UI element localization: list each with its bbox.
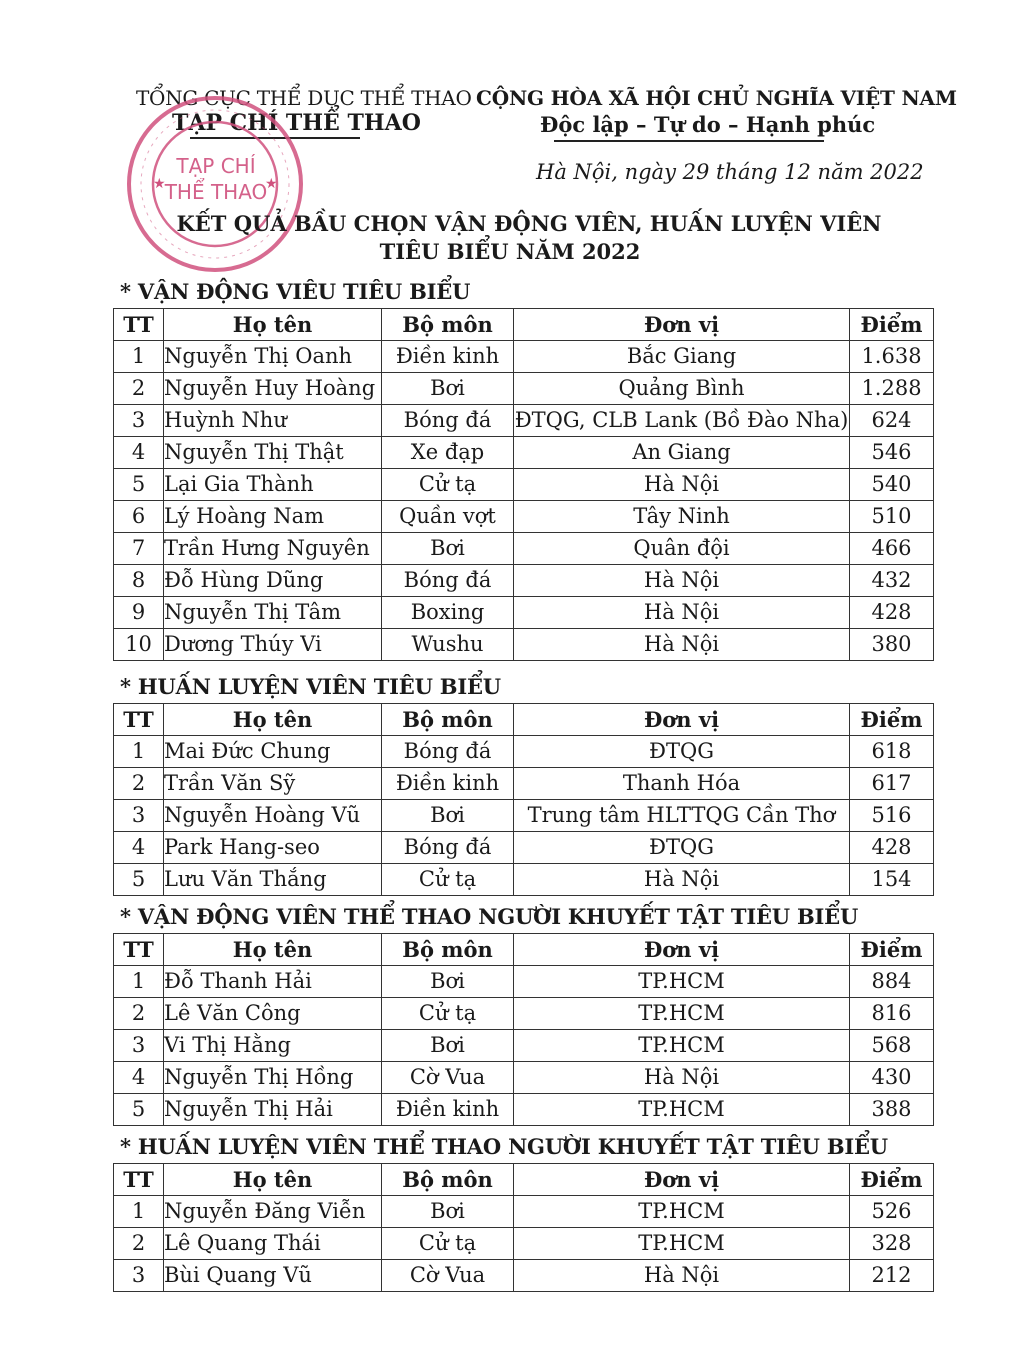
coaches-table (113, 703, 934, 896)
section-heading-athletes: * VẬN ĐỘNG VIÊU TIÊU BIỂU (120, 279, 471, 304)
country-name: CỘNG HÒA XÃ HỘI CHỦ NGHĨA VIỆT NAM (476, 86, 957, 110)
sport-cell: Cử tạ (382, 1228, 514, 1260)
person-name-cell: Bùi Quang Vũ (164, 1260, 382, 1292)
row-number-cell: 5 (114, 864, 164, 896)
org-name: TẠP CHÍ THỂ THAO (172, 110, 421, 136)
score-cell: 432 (850, 565, 934, 597)
score-cell: 546 (850, 437, 934, 469)
row-number-cell: 2 (114, 1228, 164, 1260)
table-row (114, 341, 934, 373)
para-coaches-table (113, 1163, 934, 1292)
unit-cell: Hà Nội (514, 1062, 850, 1094)
score-cell: 430 (850, 1062, 934, 1094)
row-number-cell: 2 (114, 768, 164, 800)
sport-cell: Bơi (382, 373, 514, 405)
person-name-cell: Huỳnh Như (164, 405, 382, 437)
document-title-line2: TIÊU BIỂU NĂM 2022 (379, 239, 641, 264)
table-row (114, 998, 934, 1030)
sport-cell: Bơi (382, 1196, 514, 1228)
person-name-cell: Lại Gia Thành (164, 469, 382, 501)
section-heading-para-coaches: * HUẤN LUYỆN VIÊN THỂ THAO NGƯỜI KHUYẾT TẬT TIÊU BIỂU (120, 1134, 888, 1159)
person-name-cell: Đỗ Thanh Hải (164, 966, 382, 998)
sport-cell: Cử tạ (382, 469, 514, 501)
unit-cell: TP.HCM (514, 1228, 850, 1260)
sport-cell: Điền kinh (382, 341, 514, 373)
row-number-cell: 6 (114, 501, 164, 533)
unit-cell: Tây Ninh (514, 501, 850, 533)
unit-cell: Hà Nội (514, 469, 850, 501)
score-cell: 328 (850, 1228, 934, 1260)
unit-cell: ĐTQG (514, 832, 850, 864)
para-athletes-table (113, 933, 934, 1126)
table-row (114, 966, 934, 998)
column-header: Bộ môn (382, 309, 514, 341)
score-cell: 428 (850, 597, 934, 629)
sport-cell: Điền kinh (382, 768, 514, 800)
table-row (114, 1228, 934, 1260)
table-row (114, 437, 934, 469)
row-number-cell: 3 (114, 800, 164, 832)
column-header: Điểm (850, 934, 934, 966)
table-row (114, 373, 934, 405)
unit-cell: Hà Nội (514, 1260, 850, 1292)
score-cell: 617 (850, 768, 934, 800)
svg-text:★: ★ (153, 176, 166, 192)
person-name-cell: Nguyễn Đăng Viễn (164, 1196, 382, 1228)
row-number-cell: 5 (114, 469, 164, 501)
unit-cell: TP.HCM (514, 1196, 850, 1228)
column-header: Bộ môn (382, 934, 514, 966)
column-header: Đơn vị (514, 1164, 850, 1196)
column-header: Họ tên (164, 704, 382, 736)
stamp-line2: THỂ THAO (164, 180, 268, 204)
sport-cell: Bóng đá (382, 565, 514, 597)
unit-cell: TP.HCM (514, 1094, 850, 1126)
unit-cell: Hà Nội (514, 565, 850, 597)
document-title-line1: KẾT QUẢ BẦU CHỌN VẬN ĐỘNG VIÊN, HUẤN LUYỆN VIÊN (176, 211, 882, 236)
row-number-cell: 3 (114, 1030, 164, 1062)
table-header-row (114, 934, 934, 966)
person-name-cell: Đỗ Hùng Dũng (164, 565, 382, 597)
column-header: Đơn vị (514, 309, 850, 341)
table-row (114, 597, 934, 629)
row-number-cell: 4 (114, 1062, 164, 1094)
sport-cell: Bơi (382, 800, 514, 832)
unit-cell: TP.HCM (514, 1030, 850, 1062)
person-name-cell: Vi Thị Hằng (164, 1030, 382, 1062)
table-row (114, 565, 934, 597)
sport-cell: Bóng đá (382, 736, 514, 768)
person-name-cell: Nguyễn Thị Oanh (164, 341, 382, 373)
sport-cell: Bơi (382, 966, 514, 998)
sport-cell: Bơi (382, 533, 514, 565)
section-heading-coaches: * HUẤN LUYỆN VIÊN TIÊU BIỂU (120, 674, 501, 699)
table-row (114, 864, 934, 896)
unit-cell: Hà Nội (514, 629, 850, 661)
person-name-cell: Nguyễn Thị Tâm (164, 597, 382, 629)
score-cell: 618 (850, 736, 934, 768)
unit-cell: Quân đội (514, 533, 850, 565)
unit-cell: Hà Nội (514, 864, 850, 896)
sport-cell: Quần vợt (382, 501, 514, 533)
sport-cell: Cử tạ (382, 998, 514, 1030)
column-header: Họ tên (164, 309, 382, 341)
table-row (114, 501, 934, 533)
score-cell: 466 (850, 533, 934, 565)
table-row (114, 1030, 934, 1062)
row-number-cell: 9 (114, 597, 164, 629)
row-number-cell: 1 (114, 341, 164, 373)
unit-cell: Quảng Bình (514, 373, 850, 405)
score-cell: 526 (850, 1196, 934, 1228)
unit-cell: TP.HCM (514, 966, 850, 998)
score-cell: 1.638 (850, 341, 934, 373)
athletes-table (113, 308, 934, 661)
score-cell: 388 (850, 1094, 934, 1126)
column-header: Bộ môn (382, 704, 514, 736)
sport-cell: Cờ Vua (382, 1260, 514, 1292)
score-cell: 540 (850, 469, 934, 501)
column-header: TT (114, 934, 164, 966)
table-header-row (114, 1164, 934, 1196)
motto-divider (554, 140, 824, 142)
document-date: Hà Nội, ngày 29 tháng 12 năm 2022 (536, 160, 924, 184)
row-number-cell: 2 (114, 998, 164, 1030)
column-header: Điểm (850, 1164, 934, 1196)
table-row (114, 629, 934, 661)
score-cell: 212 (850, 1260, 934, 1292)
row-number-cell: 1 (114, 1196, 164, 1228)
person-name-cell: Nguyễn Hoàng Vũ (164, 800, 382, 832)
person-name-cell: Nguyễn Thị Hải (164, 1094, 382, 1126)
score-cell: 428 (850, 832, 934, 864)
person-name-cell: Lê Quang Thái (164, 1228, 382, 1260)
row-number-cell: 1 (114, 736, 164, 768)
unit-cell: Bắc Giang (514, 341, 850, 373)
person-name-cell: Trần Văn Sỹ (164, 768, 382, 800)
score-cell: 516 (850, 800, 934, 832)
table-row (114, 1094, 934, 1126)
column-header: TT (114, 704, 164, 736)
national-motto: Độc lập – Tự do – Hạnh phúc (540, 112, 876, 137)
sport-cell: Cờ Vua (382, 1062, 514, 1094)
org-parent: TỔNG CỤC THỂ DỤC THỂ THAO (136, 86, 472, 110)
column-header: Điểm (850, 704, 934, 736)
column-header: Bộ môn (382, 1164, 514, 1196)
sport-cell: Cử tạ (382, 864, 514, 896)
person-name-cell: Lý Hoàng Nam (164, 501, 382, 533)
row-number-cell: 3 (114, 1260, 164, 1292)
score-cell: 380 (850, 629, 934, 661)
unit-cell: ĐTQG (514, 736, 850, 768)
unit-cell: An Giang (514, 437, 850, 469)
score-cell: 510 (850, 501, 934, 533)
table-row (114, 768, 934, 800)
person-name-cell: Lưu Văn Thắng (164, 864, 382, 896)
stamp-line1: TẠP CHÍ (176, 154, 256, 178)
table-row (114, 533, 934, 565)
person-name-cell: Mai Đức Chung (164, 736, 382, 768)
table-row (114, 832, 934, 864)
row-number-cell: 1 (114, 966, 164, 998)
column-header: Họ tên (164, 934, 382, 966)
row-number-cell: 4 (114, 437, 164, 469)
row-number-cell: 10 (114, 629, 164, 661)
table-header-row (114, 309, 934, 341)
table-row (114, 736, 934, 768)
sport-cell: Boxing (382, 597, 514, 629)
person-name-cell: Lê Văn Công (164, 998, 382, 1030)
column-header: Họ tên (164, 1164, 382, 1196)
sport-cell: Bóng đá (382, 405, 514, 437)
person-name-cell: Nguyễn Thị Hồng (164, 1062, 382, 1094)
person-name-cell: Dương Thúy Vi (164, 629, 382, 661)
row-number-cell: 5 (114, 1094, 164, 1126)
table-row (114, 469, 934, 501)
score-cell: 568 (850, 1030, 934, 1062)
svg-text:★: ★ (265, 176, 278, 192)
row-number-cell: 8 (114, 565, 164, 597)
table-row (114, 1260, 934, 1292)
sport-cell: Wushu (382, 629, 514, 661)
row-number-cell: 2 (114, 373, 164, 405)
table-header-row (114, 704, 934, 736)
table-row (114, 405, 934, 437)
sport-cell: Xe đạp (382, 437, 514, 469)
person-name-cell: Trần Hưng Nguyên (164, 533, 382, 565)
column-header: Đơn vị (514, 934, 850, 966)
row-number-cell: 7 (114, 533, 164, 565)
score-cell: 1.288 (850, 373, 934, 405)
section-heading-para-athletes: * VẬN ĐỘNG VIÊN THỂ THAO NGƯỜI KHUYẾT TẬT TIÊU BIỂU (120, 904, 859, 929)
column-header: Đơn vị (514, 704, 850, 736)
table-row (114, 800, 934, 832)
column-header: TT (114, 309, 164, 341)
unit-cell: TP.HCM (514, 998, 850, 1030)
person-name-cell: Nguyễn Thị Thật (164, 437, 382, 469)
person-name-cell: Nguyễn Huy Hoàng (164, 373, 382, 405)
sport-cell: Bơi (382, 1030, 514, 1062)
sport-cell: Điền kinh (382, 1094, 514, 1126)
table-row (114, 1196, 934, 1228)
person-name-cell: Park Hang-seo (164, 832, 382, 864)
row-number-cell: 3 (114, 405, 164, 437)
score-cell: 154 (850, 864, 934, 896)
table-row (114, 1062, 934, 1094)
unit-cell: ĐTQG, CLB Lank (Bồ Đào Nha) (514, 405, 850, 437)
sport-cell: Bóng đá (382, 832, 514, 864)
unit-cell: Trung tâm HLTTQG Cần Thơ (514, 800, 850, 832)
row-number-cell: 4 (114, 832, 164, 864)
column-header: Điểm (850, 309, 934, 341)
score-cell: 884 (850, 966, 934, 998)
unit-cell: Thanh Hóa (514, 768, 850, 800)
column-header: TT (114, 1164, 164, 1196)
unit-cell: Hà Nội (514, 597, 850, 629)
score-cell: 816 (850, 998, 934, 1030)
score-cell: 624 (850, 405, 934, 437)
